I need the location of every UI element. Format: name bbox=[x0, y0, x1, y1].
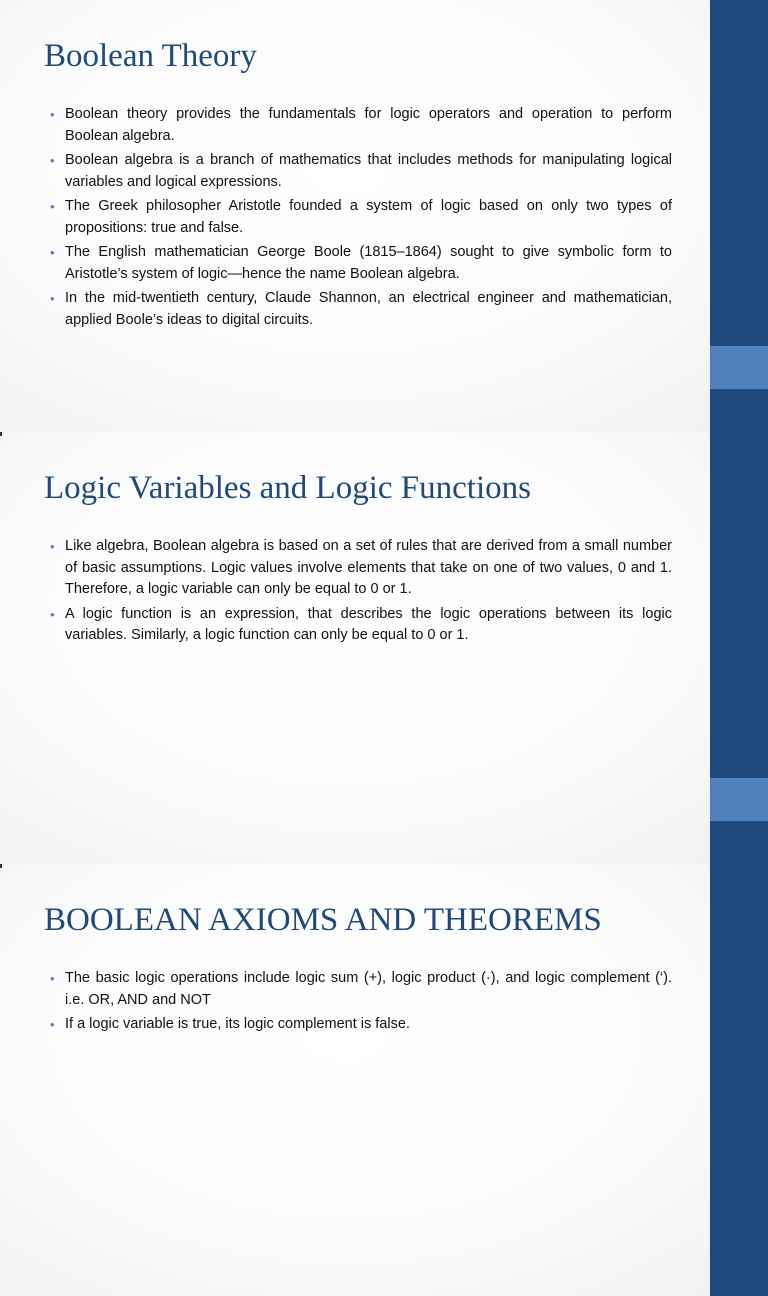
bullet-dot-icon: • bbox=[50, 539, 55, 554]
bullet-text: If a logic variable is true, its logic complement is false. bbox=[65, 1016, 410, 1032]
bullet-dot-icon: • bbox=[50, 291, 55, 306]
bullet-dot-icon: • bbox=[50, 971, 55, 986]
bullet-dot-icon: • bbox=[50, 1017, 55, 1032]
bullet-list bbox=[48, 536, 672, 650]
bullet-item bbox=[48, 604, 672, 647]
slide-side-accent bbox=[710, 778, 768, 821]
slide-3 bbox=[0, 864, 768, 1296]
bullet-text: Like algebra, Boolean algebra is based on a set of rules that are derived from a small number of basic assumptions. Logic values involve elements that take on one of two values, 0 and 1. Therefore, a logic variable can only be equal to 0 or 1. bbox=[65, 538, 672, 597]
bullet-item bbox=[48, 536, 672, 601]
bullet-item bbox=[48, 1014, 672, 1036]
slide-side-accent bbox=[710, 346, 768, 389]
bullet-dot-icon: • bbox=[50, 199, 55, 214]
slide-2 bbox=[0, 432, 768, 864]
slide-edge-mark bbox=[0, 864, 2, 868]
bullet-item bbox=[48, 968, 672, 1011]
bullet-list bbox=[48, 968, 672, 1039]
slide-title: Boolean Theory bbox=[44, 38, 257, 74]
bullet-dot-icon: • bbox=[50, 245, 55, 260]
bullet-text: The Greek philosopher Aristotle founded a system of logic based on only two types of propositions: true and false. bbox=[65, 198, 672, 236]
bullet-item bbox=[48, 104, 672, 147]
bullet-text: Boolean theory provides the fundamentals for logic operators and operation to perform Boolean algebra. bbox=[65, 106, 672, 144]
slide-1 bbox=[0, 0, 768, 432]
slide-side-bar bbox=[710, 864, 768, 1296]
bullet-dot-icon: • bbox=[50, 107, 55, 122]
bullet-item bbox=[48, 242, 672, 285]
bullet-text: In the mid-twentieth century, Claude Shannon, an electrical engineer and mathematician, applied Boole’s ideas to digital circuits. bbox=[65, 290, 672, 328]
bullet-text: The basic logic operations include logic sum (+), logic product (·), and logic complement (‘). i.e. OR, AND and NOT bbox=[65, 970, 672, 1008]
bullet-text: The English mathematician George Boole (1815–1864) sought to give symbolic form to Aristotle’s system of logic—hence the name Boolean algebra. bbox=[65, 244, 672, 282]
bullet-item bbox=[48, 150, 672, 193]
bullet-text: Boolean algebra is a branch of mathematics that includes methods for manipulating logical variables and logical expressions. bbox=[65, 152, 672, 190]
slide-edge-mark bbox=[0, 432, 2, 436]
bullet-dot-icon: • bbox=[50, 153, 55, 168]
bullet-item bbox=[48, 288, 672, 331]
bullet-item bbox=[48, 196, 672, 239]
bullet-text: A logic function is an expression, that describes the logic operations between its logic variables. Similarly, a logic function can only be equal to 0 or 1. bbox=[65, 605, 672, 643]
bullet-list bbox=[48, 104, 672, 334]
slide-title: Logic Variables and Logic Functions bbox=[44, 470, 531, 506]
slide-title: BOOLEAN AXIOMS AND THEOREMS bbox=[44, 902, 602, 938]
bullet-dot-icon: • bbox=[50, 606, 55, 622]
